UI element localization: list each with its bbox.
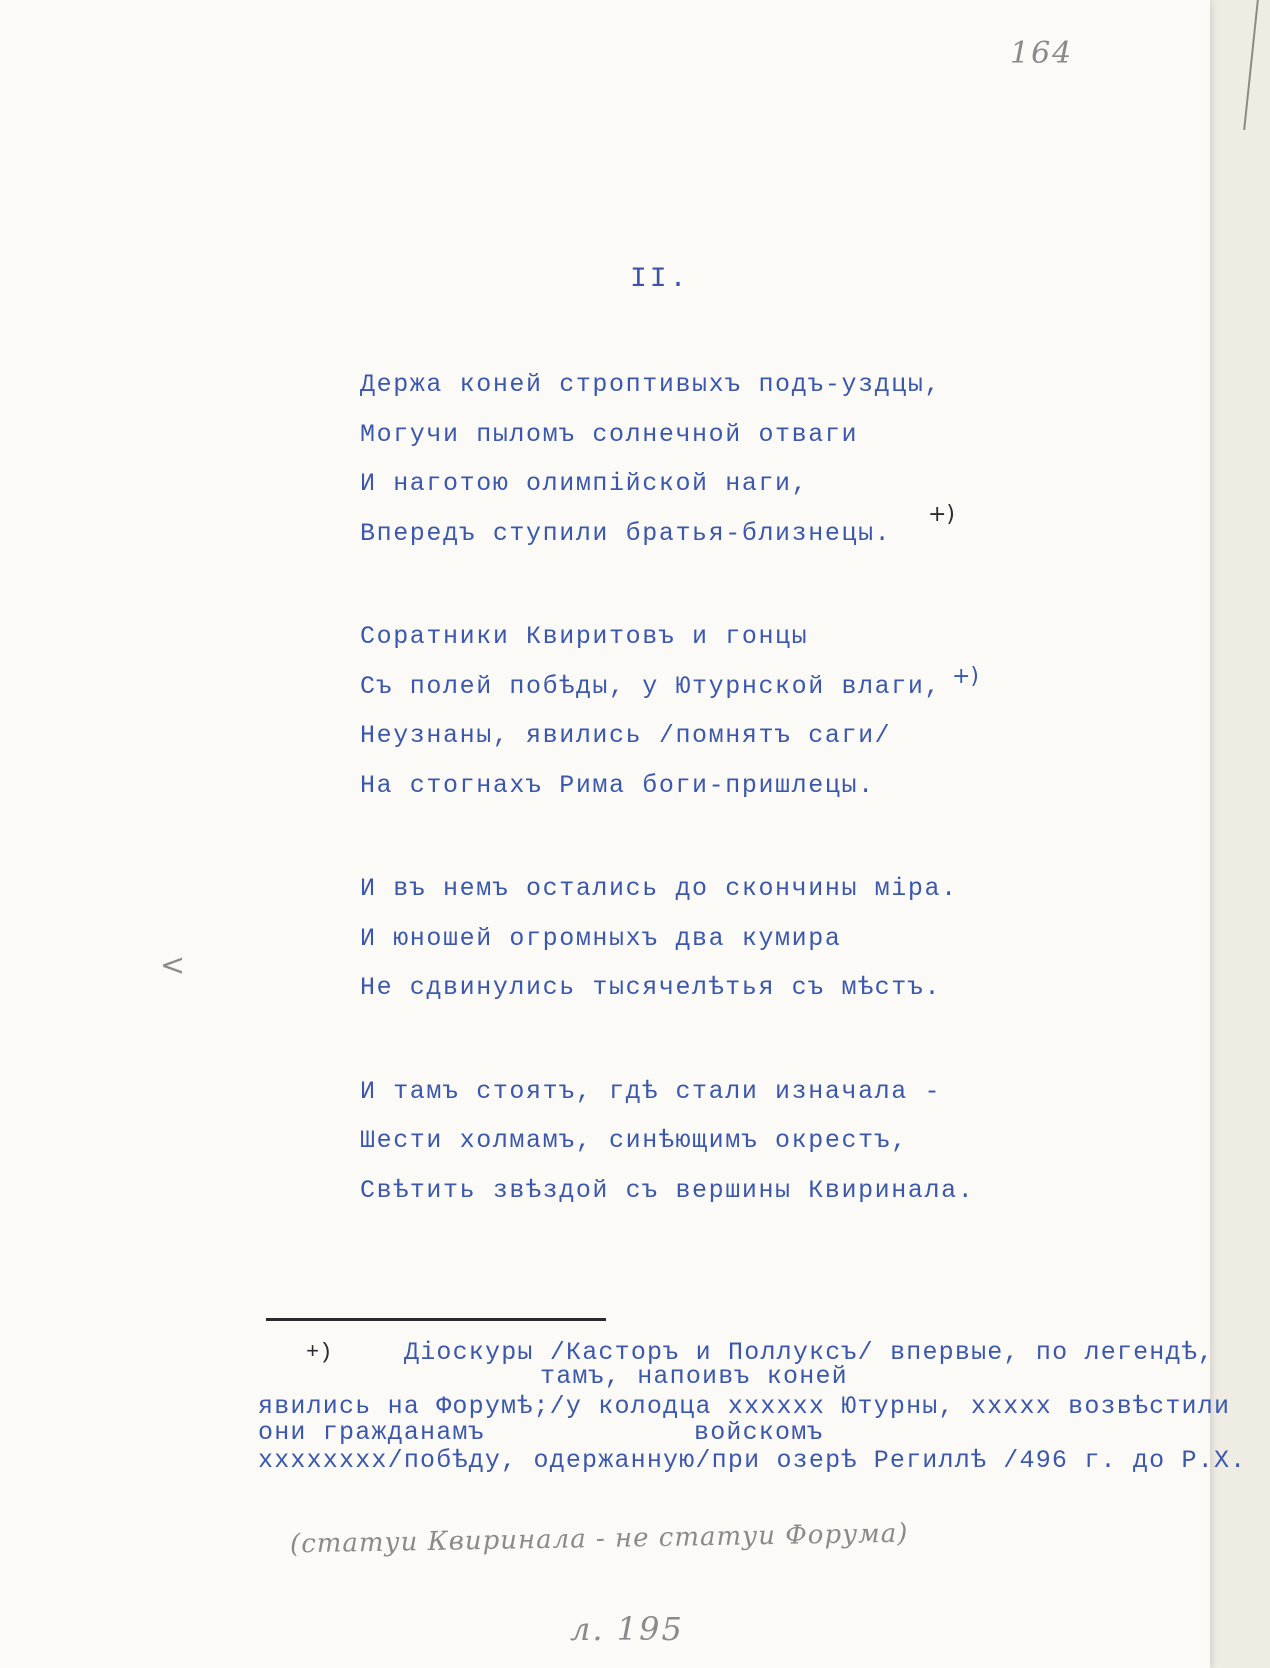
poem-line: И тамъ стоятъ, гдѣ стали изначала - <box>360 1076 942 1106</box>
section-number: II. <box>630 264 690 295</box>
footnote-line: хххххххх/побѣду, одержанную/при озерѣ Региллѣ /496 г. до Р.Х. <box>258 1446 1247 1475</box>
archive-number: л. 195 <box>570 1610 684 1648</box>
footnote-marker: +) <box>928 502 956 527</box>
footnote-rule <box>266 1318 606 1321</box>
stanza-2 <box>360 612 974 810</box>
poem-line: И въ немъ остались до скончины міра. <box>360 874 958 903</box>
footnote-insertion: они гражданамъ <box>258 1418 485 1447</box>
poem-line: Держа коней строптивыхъ подъ-уздцы, <box>360 370 942 399</box>
poem-line: Соратники Квиритовъ и гонцы <box>360 622 809 651</box>
poem-line: Могучи пыломъ солнечной отваги <box>360 419 859 449</box>
footnote-marker: +) <box>306 1340 333 1365</box>
sheet-edge <box>1243 0 1259 130</box>
poem <box>360 360 974 1269</box>
stanza-1 <box>360 360 974 558</box>
stanza-4 <box>360 1067 974 1216</box>
footnote-insertion: тамъ, напоивъ коней <box>540 1362 848 1391</box>
pencil-note: (статуи Квиринала - не статуи Форума) <box>289 1518 909 1560</box>
footnote-line: явились на Форумѣ;/у колодца хххххх Ютурны, ххххх возвѣстили <box>258 1392 1231 1421</box>
footnote-marker: +) <box>952 664 980 689</box>
poem-line: На стогнахъ Рима боги-пришлецы. <box>360 770 875 800</box>
poem-line: Впередъ ступили братья-близнецы. <box>360 518 892 548</box>
poem-line: Неузнаны, явились /помнятъ саги/ <box>360 721 892 750</box>
poem-line: Свѣтить звѣздой съ вершины Квиринала. <box>360 1175 975 1205</box>
poem-line: Шести холмамъ, синѣющимъ окрестъ, <box>360 1126 908 1155</box>
footnote-line: Діоскуры /Касторъ и Поллуксъ/ впервые, по легендѣ, <box>404 1338 1215 1367</box>
poem-line: Съ полей побѣды, у Ютурнской влаги, <box>360 671 942 701</box>
footnote-insertion: войскомъ <box>694 1418 824 1447</box>
poem-line: И юношей огромныхъ два кумира <box>360 923 842 953</box>
pencil-mark: < <box>160 948 186 983</box>
poem-line: И наготою олимпійской наги, <box>360 469 809 498</box>
poem-line: Не сдвинулись тысячелѣтья съ мѣстъ. <box>360 973 942 1002</box>
stanza-3 <box>360 864 974 1013</box>
page-number: 164 <box>1010 36 1074 71</box>
